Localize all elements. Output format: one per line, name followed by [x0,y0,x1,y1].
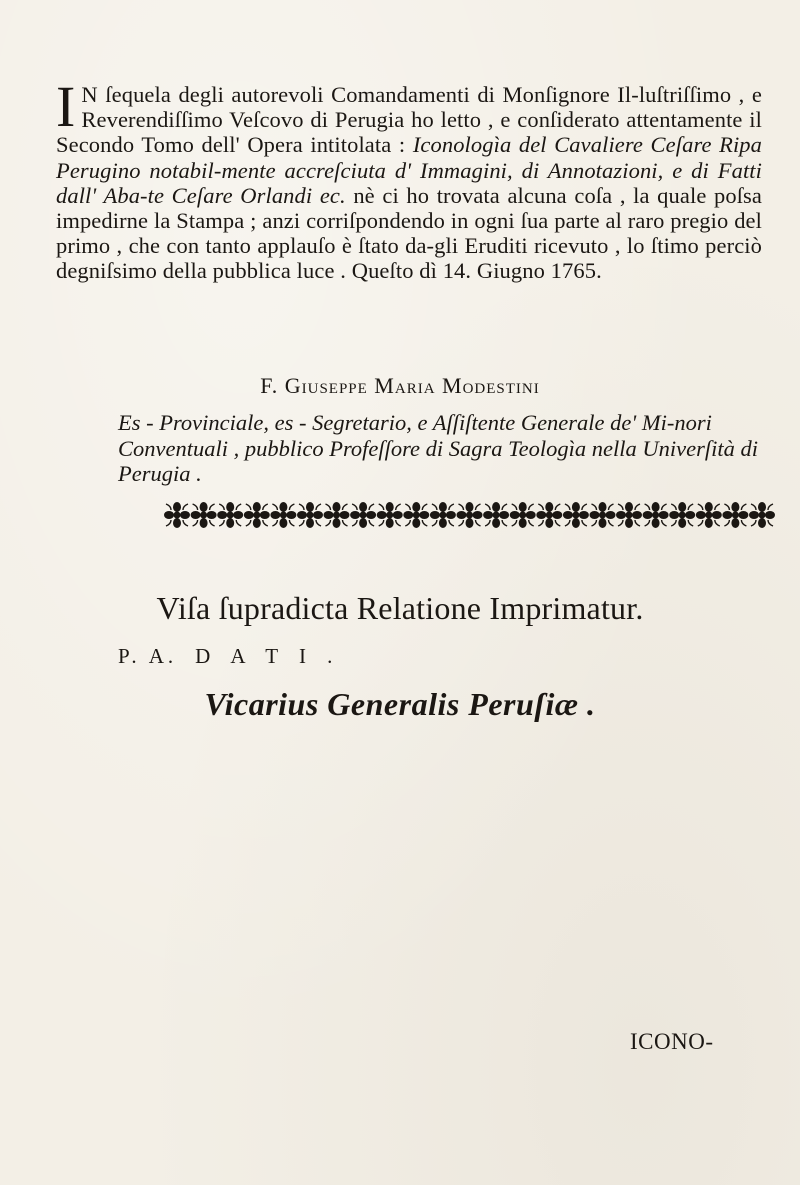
fleuron-icon [536,502,562,528]
fleuron-icon [749,502,775,528]
fleuron-icon [430,502,456,528]
fleuron-icon [217,502,243,528]
fleuron-icon [164,502,190,528]
fleuron-icon [324,502,350,528]
fleuron-icon [297,502,323,528]
signature-prefix: F. [260,373,279,398]
approver-name: D A T I . [195,644,341,668]
fleuron-icon [270,502,296,528]
fleuron-icon [483,502,509,528]
signer-name: Giuseppe Maria Modestini [284,373,540,398]
approver-initials: P. A. [118,644,178,668]
approver-line [118,644,340,669]
work-title: Iconologìa del Cavaliere Ceſare Ripa Perugino notabil-mente accreſciuta d' Immagini, di Annotazioni, e di Fatti dall' Aba-te Ceſare Orlandi ec. [56,132,763,208]
approval-text-end: nè ci ho trovata alcuna coſa , la quale poſsa impedirne la Stampa ; anzi corriſpondendo in ogni ſua parte al raro pregio del primo , che con tanto applauſo è ſtato da-gli Eruditi ricevuto , lo ſtimo perciò degniſsimo della pubblica luce . Queſto dì 14. Giugno 1765. [56,182,762,284]
fleuron-icon [403,502,429,528]
fleuron-icon [669,502,695,528]
fleuron-icon [191,502,217,528]
approval-text-start: N ſequela degli autorevoli Comandamenti di Monſignore Il-luſtriſſimo , e Reverendiſſimo Veſcovo di Perugia ho letto , e conſiderato attentamente il Secondo Tomo dell' Opera intitolata : [56,82,762,158]
fleuron-icon [350,502,376,528]
fleuron-icon [722,502,748,528]
fleuron-icon [616,502,642,528]
drop-cap: I [56,74,76,139]
signature-line [0,373,800,399]
fleuron-ornament-band [0,497,800,537]
imprimatur-line: Viſa ſupradicta Relatione Imprimatur. [156,590,644,626]
signer-title: Es - Provinciale, es - Segretario, e Aſſiſtente Generale de' Mi-nori Conventuali , pubblico Profeſſore di Sagra Teologìa nella Univerſità di Perugia . [118,410,758,486]
fleuron-icon [377,502,403,528]
fleuron-icon [696,502,722,528]
catchword: ICONO- [630,1029,714,1054]
fleuron-icon [244,502,270,528]
fleuron-icon [590,502,616,528]
fleuron-icon [563,502,589,528]
vicar-general-line: Vicarius Generalis Peruſiæ . [204,686,596,722]
fleuron-icon [510,502,536,528]
fleuron-icon [457,502,483,528]
fleuron-icon [643,502,669,528]
approval-paragraph [56,74,763,284]
